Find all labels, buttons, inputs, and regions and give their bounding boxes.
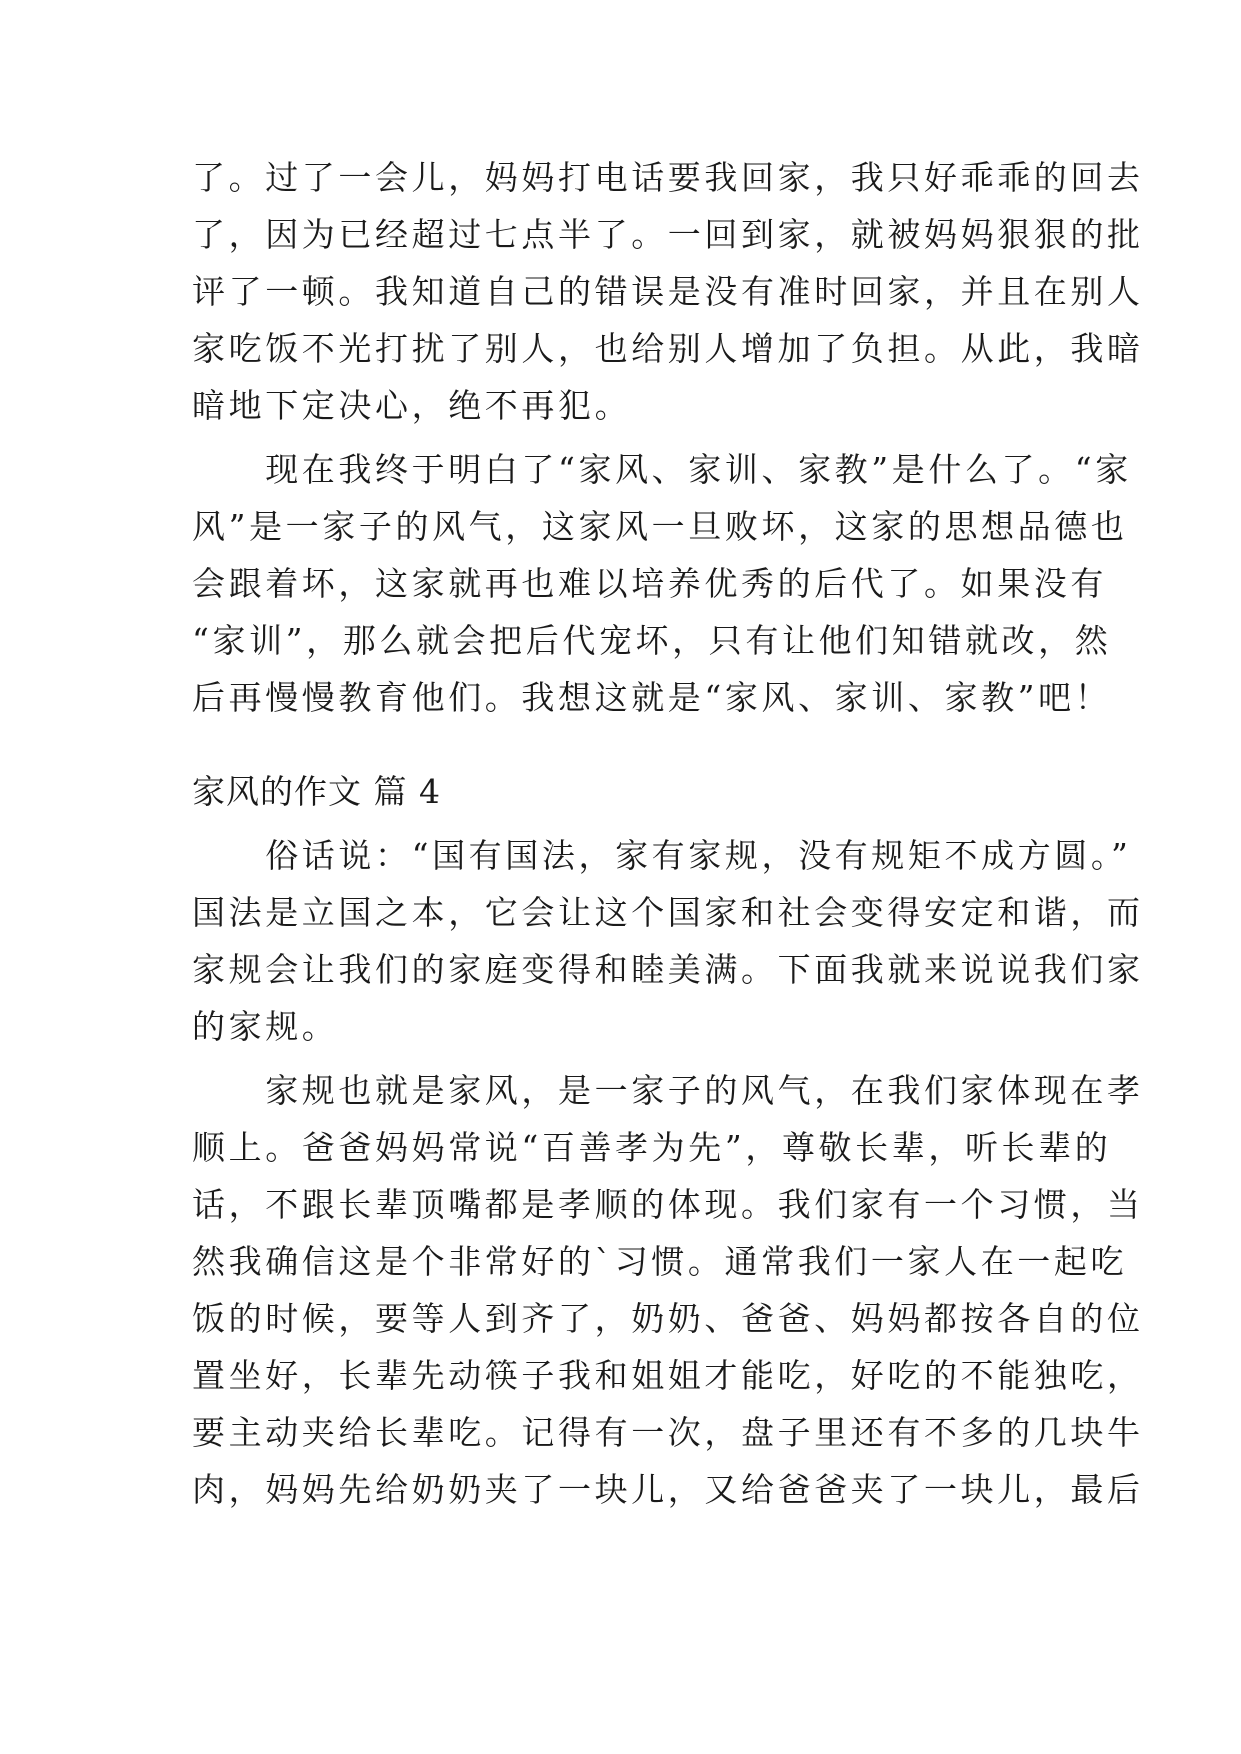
paragraph-line: 肉，妈妈先给奶奶夹了一块儿，又给爸爸夹了一块儿，最后 [192,1470,1144,1509]
paragraph-line: 风”是一家子的风气，这家风一旦败坏，这家的思想品德也 [192,507,1128,546]
paragraph-line: 俗话说：“国有国法，家有家规，没有规矩不成方圆。” [192,836,1132,875]
paragraph-line: 顺上。爸爸妈妈常说“百善孝为先”，尊敬长辈，听长辈的 [192,1128,1112,1167]
paragraph-line: 现在我终于明白了“家风、家训、家教”是什么了。“家 [192,450,1132,489]
paragraph-line: 了，因为已经超过七点半了。一回到家，就被妈妈狠狠的批 [192,215,1144,254]
paragraph-line: 饭的时候，要等人到齐了，奶奶、爸爸、妈妈都按各自的位 [192,1299,1144,1338]
paragraph-line: 评了一顿。我知道自己的错误是没有准时回家，并且在别人 [192,272,1144,311]
paragraph-line: 然我确信这是个非常好的`习惯。通常我们一家人在一起吃 [192,1242,1128,1281]
paragraph-line: 国法是立国之本，它会让这个国家和社会变得安定和谐，而 [192,893,1144,932]
paragraph-line: 了。过了一会儿，妈妈打电话要我回家，我只好乖乖的回去 [192,158,1144,197]
paragraph-line: 话，不跟长辈顶嘴都是孝顺的体现。我们家有一个习惯，当 [192,1185,1144,1224]
paragraph-line: 的家规。 [192,1007,339,1046]
paragraph-line: 后再慢慢教育他们。我想这就是“家风、家训、家教”吧！ [192,678,1112,717]
paragraph-line: 暗地下定决心，绝不再犯。 [192,386,632,425]
paragraph-line: 家规会让我们的家庭变得和睦美满。下面我就来说说我们家 [192,950,1144,989]
paragraph-line: 要主动夹给长辈吃。记得有一次，盘子里还有不多的几块牛 [192,1413,1144,1452]
section-heading: 家风的作文 篇 4 [192,772,441,811]
paragraph-line: “家训”，那么就会把后代宠坏，只有让他们知错就改，然 [192,621,1112,660]
paragraph-line: 家规也就是家风，是一家子的风气，在我们家体现在孝 [192,1071,1144,1110]
paragraph-line: 会跟着坏，这家就再也难以培养优秀的后代了。如果没有 [192,564,1107,603]
paragraph-line: 置坐好，长辈先动筷子我和姐姐才能吃，好吃的不能独吃， [192,1356,1144,1395]
paragraph-line: 家吃饭不光打扰了别人，也给别人增加了负担。从此，我暗 [192,329,1144,368]
